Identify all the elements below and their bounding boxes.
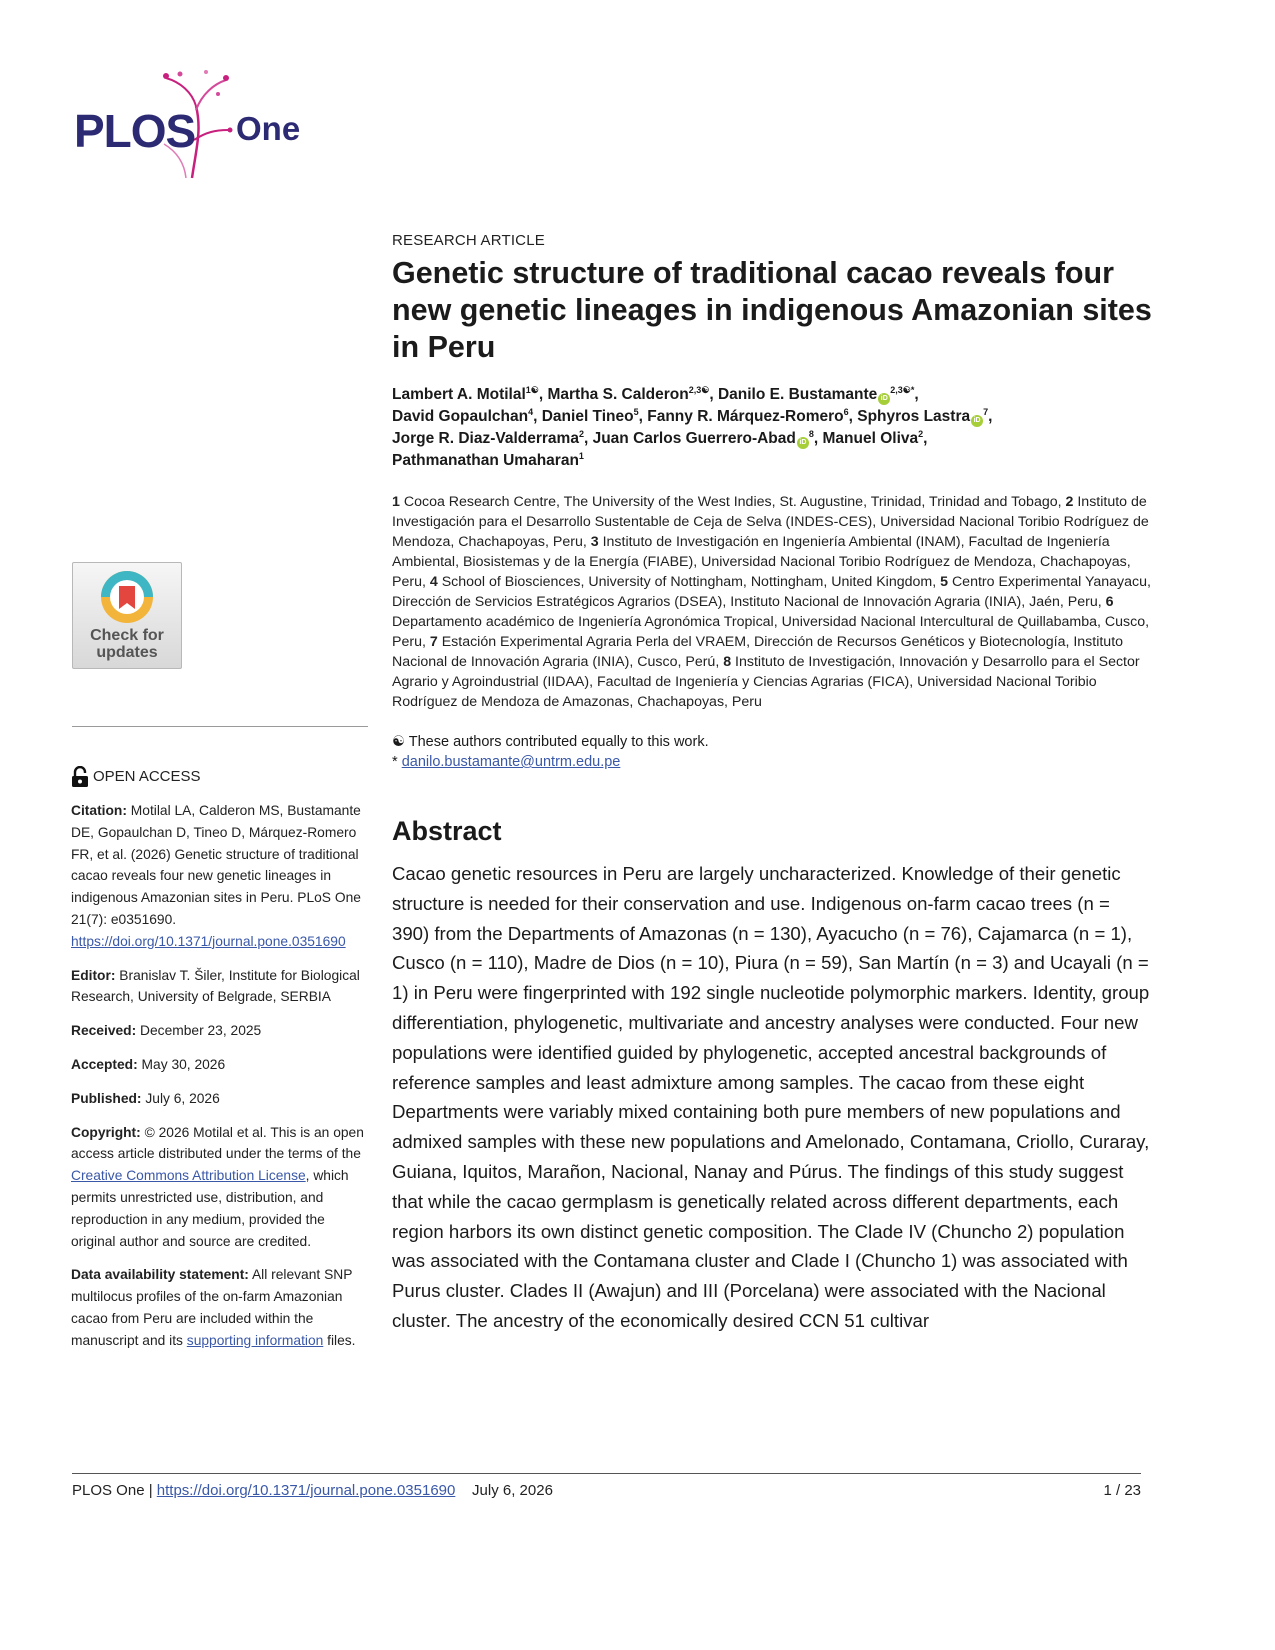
- citation-block: [71, 800, 369, 953]
- data-availability-label: Data availability statement:: [71, 1267, 249, 1283]
- logo-brand: PLOS: [74, 105, 196, 157]
- author-line: [392, 450, 1152, 472]
- author-name: Danilo E. Bustamante: [717, 386, 878, 403]
- author-affil: 7: [983, 406, 989, 417]
- check-for-updates-button[interactable]: [72, 562, 182, 669]
- author-name: Pathmanathan Umaharan: [392, 452, 579, 469]
- author[interactable]: [392, 430, 584, 447]
- author-separator: ,: [988, 408, 993, 425]
- equal-contribution-note: ☯ These authors contributed equally to this work.: [392, 734, 709, 750]
- received-label: Received:: [71, 1023, 137, 1039]
- editor-block: [71, 965, 369, 1009]
- published-label: Published:: [71, 1090, 142, 1106]
- author-separator: ,: [638, 408, 648, 425]
- plos-one-logo[interactable]: [74, 70, 314, 180]
- editor-label: Editor:: [71, 967, 116, 983]
- affil-text: School of Biosciences, University of Nottingham, Nottingham, United Kingdom,: [441, 574, 941, 590]
- editor-text: Branislav T. Šiler, Institute for Biological Research, University of Belgrade, SERBIA: [71, 967, 360, 1005]
- copyright-label: Copyright:: [71, 1124, 141, 1140]
- affil-number: 5: [940, 574, 948, 590]
- corresponding-author: [392, 752, 1152, 772]
- affil-number: 6: [1105, 594, 1114, 610]
- published-block: [71, 1088, 369, 1110]
- affil-number: 8: [723, 654, 732, 670]
- author-list: [392, 384, 1152, 472]
- data-availability-text: All relevant SNP multilocus profiles of the on-farm Amazonian cacao from Peru are included within the manuscript and its: [71, 1267, 353, 1348]
- accepted-date: May 30, 2026: [141, 1056, 226, 1072]
- page-number: 1 / 23: [1103, 1482, 1141, 1499]
- affil-text: Estación Experimental Agraria Perla del VRAEM, Dirección de Recursos Genéticos y Biotecnología, Instituto Nacional de Innovación Agraria (INIA), Cusco, Perú,: [392, 634, 1124, 670]
- open-access-badge: [71, 766, 369, 788]
- page-footer: [72, 1482, 1141, 1499]
- author[interactable]: [823, 430, 924, 447]
- article-sidebar: [71, 766, 369, 1364]
- author-affil: 5: [633, 406, 639, 417]
- data-availability-block: [71, 1264, 369, 1351]
- crossmark-icon: [99, 569, 155, 625]
- author-separator: ,: [538, 386, 548, 403]
- author-name: Manuel Oliva: [822, 430, 919, 447]
- article-main: [392, 232, 1152, 1336]
- received-date: December 23, 2025: [140, 1023, 262, 1039]
- crossmark-line2: updates: [96, 644, 158, 661]
- author-affil: 1: [578, 450, 584, 461]
- author-affil: 8: [808, 428, 814, 439]
- footer-date: July 6, 2026: [472, 1482, 553, 1499]
- author[interactable]: [718, 386, 914, 403]
- open-access-label: OPEN ACCESS: [93, 768, 201, 786]
- author-separator: ,: [813, 430, 823, 447]
- author[interactable]: [392, 386, 539, 403]
- published-date: July 6, 2026: [145, 1090, 220, 1106]
- author-affil: 2,3☯: [688, 384, 710, 395]
- affil-number: 1: [392, 494, 400, 510]
- affil-text: Departamento académico de Ingeniería Agronómica Tropical, Universidad Nacional Intercultural de Quillabamba, Cusco, Peru,: [392, 614, 1150, 650]
- citation-label: Citation:: [71, 803, 127, 818]
- affil-text: Instituto de Investigación en Ingeniería Ambiental (INAM), Facultad de Ingeniería Ambiental, Biosistemas y de la Energía (FIABE), Universidad Nacional Toribio Rodríguez de Mendoza, Chachapoyas, Peru,: [392, 534, 1131, 590]
- logo-journal: One: [236, 110, 301, 147]
- author-affil: 2,3☯*: [890, 384, 915, 395]
- author[interactable]: [857, 408, 988, 425]
- orcid-icon[interactable]: iD: [971, 415, 983, 427]
- author-line: [392, 428, 1152, 450]
- author-name: Lambert A. Motilal: [392, 386, 526, 403]
- author[interactable]: [593, 430, 814, 447]
- author[interactable]: [392, 408, 533, 425]
- author-separator: ,: [914, 386, 919, 403]
- affil-number: 4: [429, 574, 438, 590]
- copyright-text-end: , which permits unrestricted use, distribution, and reproduction in any medium, provided the original author and source are credited.: [71, 1168, 349, 1249]
- affil-text: Centro Experimental Yanayacu, Dirección de Servicios Estratégicos Agrarios (DSEA), Instituto Nacional de Innovación Agraria (INIA), Jaén, Peru,: [392, 574, 1151, 610]
- article-type: RESEARCH ARTICLE: [392, 232, 545, 249]
- orcid-icon[interactable]: iD: [878, 393, 890, 405]
- license-link[interactable]: Creative Commons Attribution License: [71, 1168, 306, 1184]
- corresponding-mark: *: [392, 754, 398, 770]
- sidebar-divider: [72, 726, 368, 727]
- footer-doi-link[interactable]: https://doi.org/10.1371/journal.pone.0351690: [156, 1482, 456, 1499]
- author-separator: ,: [923, 430, 928, 447]
- citation-text: Motilal LA, Calderon MS, Bustamante DE, Gopaulchan D, Tineo D, Márquez-Romero FR, et al. (2026) Genetic structure of traditional cacao reveals four new genetic lineages in indigenous Amazonian sites in Peru. PLoS One 21(7): e0351690.: [71, 803, 361, 927]
- author-line: [392, 384, 1152, 406]
- author-name: Fanny R. Márquez-Romero: [647, 408, 844, 425]
- accepted-label: Accepted:: [71, 1056, 138, 1072]
- author-separator: ,: [583, 430, 593, 447]
- affiliations: [392, 492, 1152, 712]
- author-name: Jorge R. Diaz-Valderrama: [392, 430, 579, 447]
- author-name: Martha S. Calderon: [547, 386, 689, 403]
- author-affil: 2: [578, 428, 584, 439]
- author-name: David Gopaulchan: [392, 408, 529, 425]
- author-separator: ,: [709, 386, 718, 403]
- affil-number: 2: [1065, 494, 1074, 510]
- crossmark-line1: Check for: [90, 627, 164, 644]
- orcid-icon[interactable]: iD: [797, 437, 809, 449]
- author-affil: 1☯: [525, 384, 539, 395]
- received-block: [71, 1020, 369, 1042]
- footer-journal: PLOS One |: [72, 1482, 157, 1499]
- author-affil: 4: [528, 406, 534, 417]
- author-name: Juan Carlos Guerrero-Abad: [592, 430, 796, 447]
- affil-text: Instituto de Investigación, Innovación y Desarrollo para el Sector Agrario y Agroindustrial (IIDAA), Facultad de Ingeniería y Ciencias Agrarias (FICA), Universidad Nacional Toribio Rodríguez de Mendoza de Amazonas, Chachapoyas, Peru: [392, 654, 1140, 710]
- affil-text: Instituto de Investigación para el Desarrollo Sustentable de Ceja de Selva (INDES-CES), Universidad Nacional Toribio Rodríguez de Mendoza, Chachapoyas, Peru,: [392, 494, 1149, 550]
- author-affil: 2: [918, 428, 924, 439]
- affil-number: 3: [590, 534, 599, 550]
- affil-text: Cocoa Research Centre, The University of the West Indies, St. Augustine, Trinidad, Trinidad and Tobago,: [403, 494, 1066, 510]
- article-title: Genetic structure of traditional cacao reveals four new genetic lineages in indigenous Amazonian sites in Peru: [392, 256, 1152, 364]
- footer-divider: [72, 1473, 1141, 1474]
- author-name: Daniel Tineo: [541, 408, 634, 425]
- author[interactable]: [647, 408, 848, 425]
- author-notes: [392, 732, 1152, 772]
- author[interactable]: [547, 386, 709, 403]
- author-line: [392, 406, 1152, 428]
- author-name: Sphyros Lastra: [857, 408, 971, 425]
- abstract-heading: Abstract: [392, 816, 502, 846]
- affil-number: 7: [429, 634, 438, 650]
- data-availability-text-end: files.: [323, 1332, 356, 1348]
- copyright-block: [71, 1122, 369, 1253]
- citation-doi-link[interactable]: https://doi.org/10.1371/journal.pone.0351690: [71, 933, 346, 949]
- author-separator: ,: [848, 408, 858, 425]
- copyright-text: © 2026 Motilal et al. This is an open access article distributed under the terms of the: [71, 1124, 364, 1162]
- corresponding-email-link[interactable]: danilo.bustamante@untrm.edu.pe: [401, 754, 621, 770]
- open-lock-icon: [71, 766, 89, 788]
- accepted-block: [71, 1054, 369, 1076]
- author[interactable]: [392, 452, 584, 469]
- abstract-text: Cacao genetic resources in Peru are largely uncharacterized. Knowledge of their genetic structure is needed for their conservation and use. Indigenous on-farm cacao trees (n = 390) from the Departments of Amazonas (n = 130), Ayacucho (n = 76), Cajamarca (n = 1), Cusco (n = 110), Madre de Dios (n = 10), Piura (n = 59), San Martín (n = 3) and Ucayali (n = 1) in Peru were fingerprinted with 192 single nucleotide polymorphic markers. Identity, group differentiation, phylogenetic, multivariate and ancestry analyses were conducted. Four new populations were identified guided by phylogenetic, accepted ancestral backgrounds of reference samples and least admixture among samples. The cacao from these eight Departments were variably mixed containing both pure members of new populations and admixed samples with these new populations and Amelonado, Contamana, Criollo, Curaray, Guiana, Iquitos, Marañon, Nacional, Nanay and Púrus. The findings of this study suggest that while the cacao germplasm is genetically related across different departments, each region harbors its own distinct genetic composition. The Clade IV (Chuncho 2) population was associated with the Contamana cluster and Clade I (Chuncho 1) was associated with Purus cluster. Clades II (Awajun) and III (Porcelana) were associated with the Nacional cluster. The ancestry of the economically desired CCN 51 cultivar: [392, 863, 1150, 1331]
- author-separator: ,: [533, 408, 542, 425]
- author-affil: 6: [843, 406, 849, 417]
- supporting-information-link[interactable]: supporting information: [186, 1332, 324, 1348]
- author[interactable]: [542, 408, 639, 425]
